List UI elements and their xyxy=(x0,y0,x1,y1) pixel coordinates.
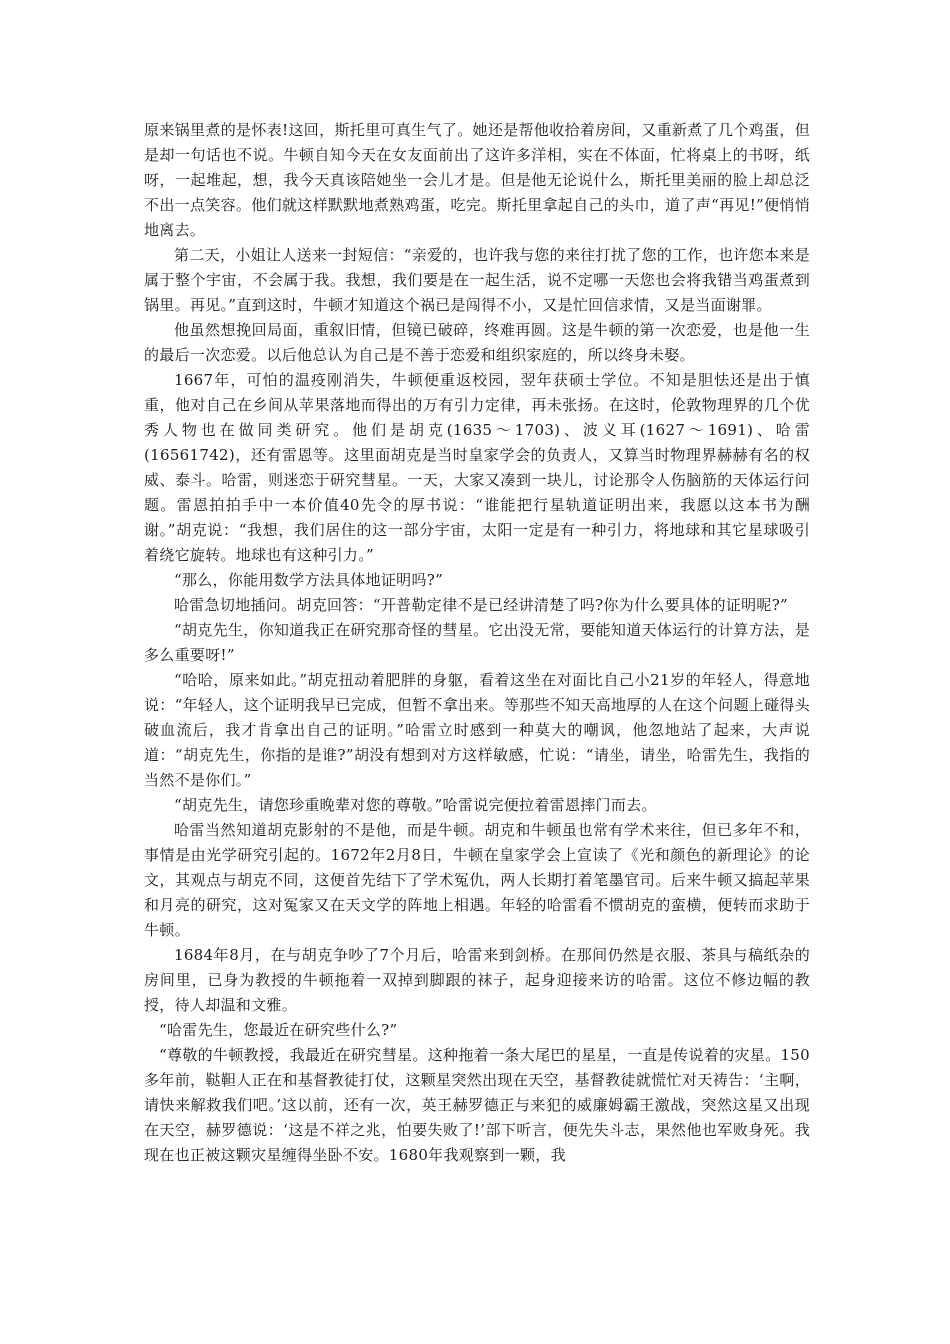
paragraph: 原来锅里煮的是怀表!这回，斯托里可真生气了。她还是帮他收拾着房间，又重新煮了几个鸡蛋，但是却一句话也不说。牛顿自知今天在女友面前出了这许多洋相，实在不体面，忙将桌上的书呀，纸呀，一起堆起，想，我今天真该陪她坐一会儿才是。但是他无论说什么，斯托里美丽的脸上却总泛不出一点笑容。他们就这样默默地煮熟鸡蛋，吃完。斯托里拿起自己的头巾，道了声“再见!”便悄悄地离去。 xyxy=(144,121,810,239)
paragraph: 哈雷急切地插问。胡克回答：“开普勒定律不是已经讲清楚了吗?你为什么要具体的证明呢?” xyxy=(174,596,789,614)
paragraph: “尊敬的牛顿教授，我最近在研究彗星。这种拖着一条大尾巴的星星，一直是传说着的灾星。150多年前，鞑靼人正在和基督教徒打仗，这颗星突然出现在天空，基督教徒就慌忙对天祷告：‘主啊，请快来解救我们吧。’这以前，还有一次，英王赫罗德正与来犯的威廉姆霸王激战，突然这星又出现在天空，赫罗德说：‘这是不祥之兆，怕要失败了!’部下听言，便先失斗志，果然他也军败身死。我现在也正被这颗灾星缠得坐卧不安。1680年我观察到一颗，我 xyxy=(144,1046,810,1164)
paragraph: “胡克先生，请您珍重晚辈对您的尊敬。”哈雷说完便拉着雷恩摔门而去。 xyxy=(174,796,657,814)
paragraph: 他虽然想挽回局面，重叙旧情，但镜已破碎，终难再圆。这是牛顿的第一次恋爱，也是他一生的最后一次恋爱。以后他总认为自己是不善于恋爱和组织家庭的，所以终身未娶。 xyxy=(144,321,810,364)
paragraph: “哈雷先生，您最近在研究些什么?” xyxy=(159,1021,398,1039)
paragraph: 1667年，可怕的温疫刚消失，牛顿便重返校园，翌年获硕士学位。不知是胆怯还是出于慎重，他对自己在乡间从苹果落地而得出的万有引力定律，再未张扬。在这时，伦敦物理界的几个优秀人物也在做同类研究。他们是胡克(1635～1703)、波义耳(1627～1691)、哈雷(16561742)，还有雷恩等。这里面胡克是当时皇家学会的负责人，又算当时物理界赫赫有名的权威、泰斗。哈雷，则迷恋于研究彗星。一天，大家又凑到一块儿，讨论那令人伤脑筋的天体运行问题。雷恩拍拍手中一本价值40先令的厚书说：“谁能把行星轨道证明出来，我愿以这本书为酬谢。”胡克说：“我想，我们居住的这一部分宇宙，太阳一定是有一种引力，将地球和其它星球吸引着绕它旋转。地球也有这种引力。” xyxy=(144,371,810,564)
paragraph: 1684年8月，在与胡克争吵了7个月后，哈雷来到剑桥。在那间仍然是衣服、茶具与稿纸杂的房间里，已身为教授的牛顿拖着一双掉到脚跟的袜子，起身迎接来访的哈雷。这位不修边幅的教授，待人却温和文雅。 xyxy=(144,946,810,1014)
body-text xyxy=(144,118,810,1168)
paragraph: “哈哈，原来如此。”胡克扭动着肥胖的身躯，看着这坐在对面比自己小21岁的年轻人，得意地说：“年轻人，这个证明我早已完成，但暂不拿出来。等那些不知天高地厚的人在这个问题上碰得头破血流后，我才肯拿出自己的证明。”哈雷立时感到一种莫大的嘲讽，他忽地站了起来，大声说道：“胡克先生，你指的是谁?”胡没有想到对方这样敏感，忙说：“请坐，请坐，哈雷先生，我指的当然不是你们。” xyxy=(144,671,810,789)
paragraph: “胡克先生，你知道我正在研究那奇怪的彗星。它出没无常，要能知道天体运行的计算方法，是多么重要呀!” xyxy=(144,621,810,664)
paragraph: 第二天，小姐让人送来一封短信：“亲爱的，也许我与您的来往打扰了您的工作，也许您本来是属于整个宇宙，不会属于我。我想，我们要是在一起生活，说不定哪一天您也会将我错当鸡蛋煮到锅里。再见。”直到这时，牛顿才知道这个祸已是闯得不小，又是忙回信求情，又是当面谢罪。 xyxy=(144,246,810,314)
paragraph: “那么，你能用数学方法具体地证明吗?” xyxy=(174,571,444,589)
paragraph: 哈雷当然知道胡克影射的不是他，而是牛顿。胡克和牛顿虽也常有学术来往，但已多年不和，事情是由光学研究引起的。1672年2月8日，牛顿在皇家学会上宣读了《光和颜色的新理论》的论文，其观点与胡克不同，这便首先结下了学术冤仇，两人长期打着笔墨官司。后来牛顿又搞起苹果和月亮的研究，这对冤家又在天文学的阵地上相遇。年轻的哈雷看不惯胡克的蛮横，便转而求助于牛顿。 xyxy=(144,821,810,939)
